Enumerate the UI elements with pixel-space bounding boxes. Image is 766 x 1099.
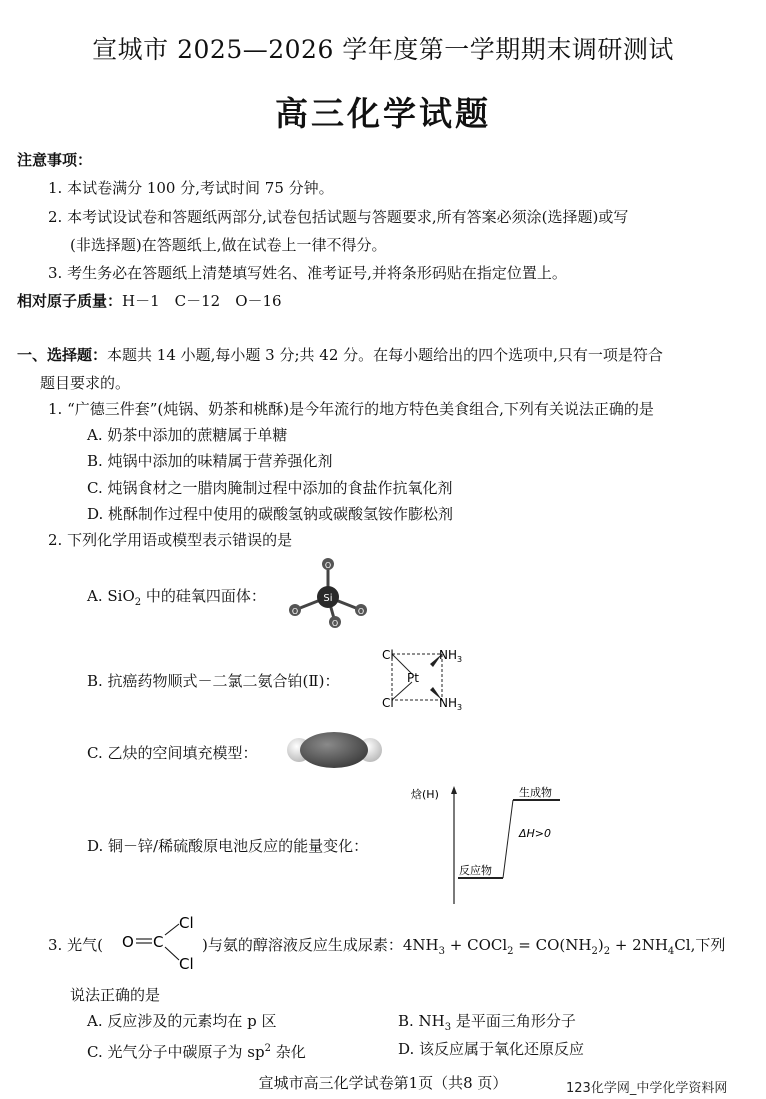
pt-nh3-top: $NH_3$ [439,648,463,664]
pt-cl-top: Cl [382,648,394,662]
exam-title: 宣城市 2025—2026 学年度第一学期期末调研测试 [92,35,674,64]
q2-stem: 2. 下列化学用语或模型表示错误的是 [48,531,293,549]
q3-option-d: D. 该反应属于氧化还原反应 [398,1040,585,1058]
section1-intro: 本题共 14 小题,每小题 3 分;共 42 分。在每小题给出的四个选项中,只有一项是符合 [107,346,663,364]
section1-heading: 一、选择题： [17,346,108,364]
atomic-mass-values: H－1 C－12 O－16 [122,292,282,310]
note-item-2-cont: (非选择题)在答题纸上,做在试卷上一律不得分。 [70,236,387,254]
q1-option-b: B. 炖锅中添加的味精属于营养强化剂 [87,452,333,470]
svg-text:C: C [153,933,164,951]
energy-reactant-label: 反应物 [459,864,492,877]
energy-delta-h: ΔH>0 [519,827,552,840]
energy-diagram [408,782,570,907]
atomic-mass-label: 相对原子质量： [17,292,123,310]
q3-stem-pre: 3. 光气( [48,936,103,954]
note-item-1: 1. 本试卷满分 100 分,考试时间 75 分钟。 [48,179,334,197]
notes-heading: 注意事项： [17,151,93,169]
note-item-3: 3. 考生务必在答题纸上清楚填写姓名、准考证号,并将条形码贴在指定位置上。 [48,264,567,282]
energy-y-axis-label: 焓(H) [411,788,439,801]
svg-text:O: O [122,933,134,951]
phosgene-structure [120,913,202,975]
note-item-2: 2. 本考试设试卷和答题纸两部分,试卷包括试题与答题要求,所有答案必须涂(选择题)或写 [48,208,629,226]
watermark-text: 123化学网_中学化学资料网 [566,1081,728,1096]
svg-text:O: O [324,561,332,570]
acetylene-model [282,726,387,776]
atomic-mass-line [17,291,282,311]
q2-option-a: A. SiO$_2$ 中的硅氧四面体： [87,587,266,608]
section1-intro-cont: 题目要求的。 [40,374,131,392]
svg-text:O: O [291,607,299,616]
section1-line1 [17,345,663,365]
svg-text:Cl: Cl [179,955,194,973]
q3-stem-cont: 说法正确的是 [70,986,161,1004]
q2-option-d: D. 铜－锌/稀硫酸原电池反应的能量变化： [87,837,369,855]
svg-text:Cl: Cl [179,914,194,932]
q1-stem: 1. “广德三件套”(炖锅、奶茶和桃酥)是今年流行的地方特色美食组合,下列有关说法正确的是 [48,400,654,418]
page-footer: 宣城市高三化学试卷第1页（共8 页） [258,1074,508,1092]
q2-option-b: B. 抗癌药物顺式－二氯二氨合铂(Ⅱ)： [87,672,340,690]
cisplatin-structure [378,643,473,713]
energy-product-label: 生成物 [519,786,552,799]
si-o-tetrahedron-model [280,555,375,633]
q3-option-a: A. 反应涉及的元素均在 p 区 [87,1012,277,1030]
pt-nh3-bottom: $NH_3$ [439,696,463,712]
pt-cl-bottom: Cl [382,696,394,710]
q1-option-c: C. 炖锅食材之一腊肉腌制过程中添加的食盐作抗氧化剂 [87,479,453,497]
q3-stem-equation: )与氨的醇溶液反应生成尿素：$4NH_3$ + COCl$_2$ = $CO(NH_2)_2 + 2NH_4Cl$,下列 [202,936,726,957]
svg-text:O: O [331,619,339,628]
q1-option-a: A. 奶茶中添加的蔗糖属于单糖 [87,426,288,444]
q3-option-c: C. 光气分子中碳原子为 $sp^2$ 杂化 [87,1043,306,1061]
q3-option-b: B. $NH_3$ 是平面三角形分子 [398,1012,576,1033]
subject-title: 高三化学试题 [275,94,491,133]
svg-text:O: O [357,607,365,616]
pt-center: Pt [407,671,419,685]
tetra-si-label: Si [323,593,333,604]
q1-option-d: D. 桃酥制作过程中使用的碳酸氢钠或碳酸氢铵作膨松剂 [87,505,454,523]
q2-option-c: C. 乙炔的空间填充模型： [87,744,258,762]
